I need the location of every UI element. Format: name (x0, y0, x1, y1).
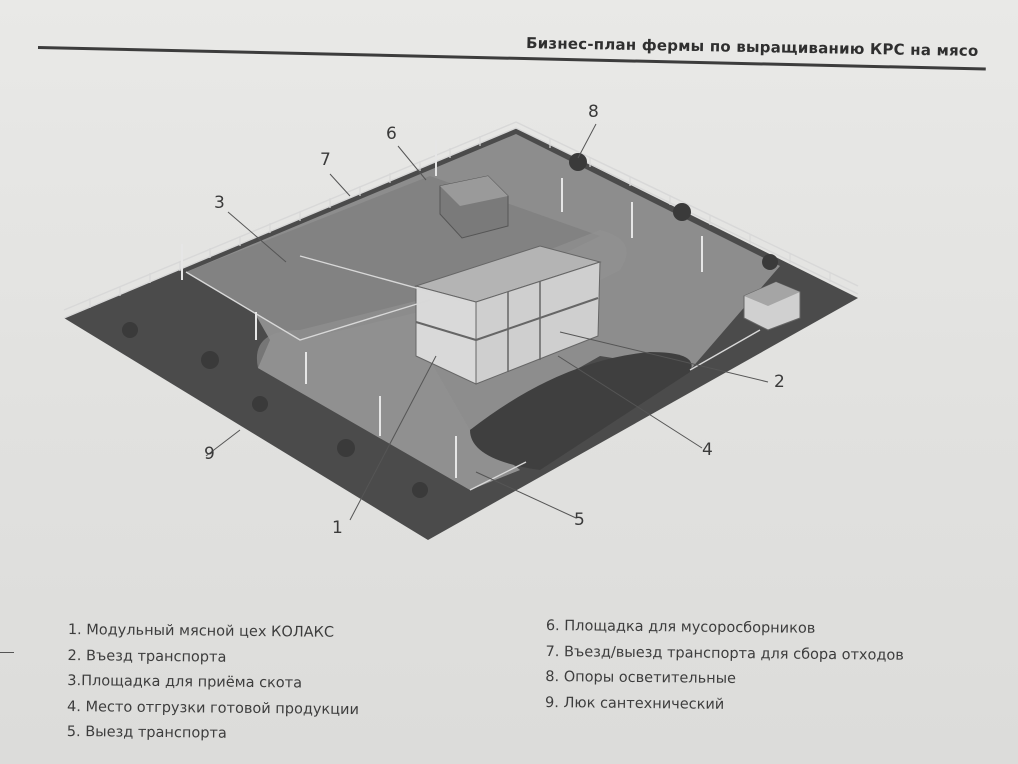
callout-2: 2 (774, 372, 785, 392)
callout-4: 4 (702, 440, 713, 460)
legend-right-column (545, 614, 904, 720)
callout-6: 6 (386, 124, 397, 144)
callout-7: 7 (320, 150, 331, 170)
callout-1: 1 (332, 518, 343, 538)
legend-item: 3.Площадка для приёма скота (67, 672, 303, 692)
callout-3: 3 (214, 193, 225, 213)
page-header-title: Бизнес-план фермы по выращиванию КРС на мясо (525, 34, 979, 60)
legend-item: 1. Модульный мясной цех КОЛАКС (67, 621, 335, 641)
margin-mark (0, 652, 14, 653)
callout-9: 9 (204, 444, 215, 464)
legend-item: 7. Въезд/выезд транспорта для сбора отходов (545, 643, 904, 664)
legend-item: 4. Место отгрузки готовой продукции (66, 698, 360, 718)
legend-item: 5. Выезд транспорта (66, 723, 227, 742)
legend-item: 8. Опоры осветительные (545, 668, 737, 687)
legend-item: 2. Въезд транспорта (67, 647, 227, 666)
legend-left-column (67, 618, 360, 749)
callout-8: 8 (588, 102, 599, 122)
callout-5: 5 (574, 510, 585, 530)
legend-item: 9. Люк сантехнический (544, 694, 725, 713)
legend-item: 6. Площадка для мусоросборников (545, 617, 816, 637)
